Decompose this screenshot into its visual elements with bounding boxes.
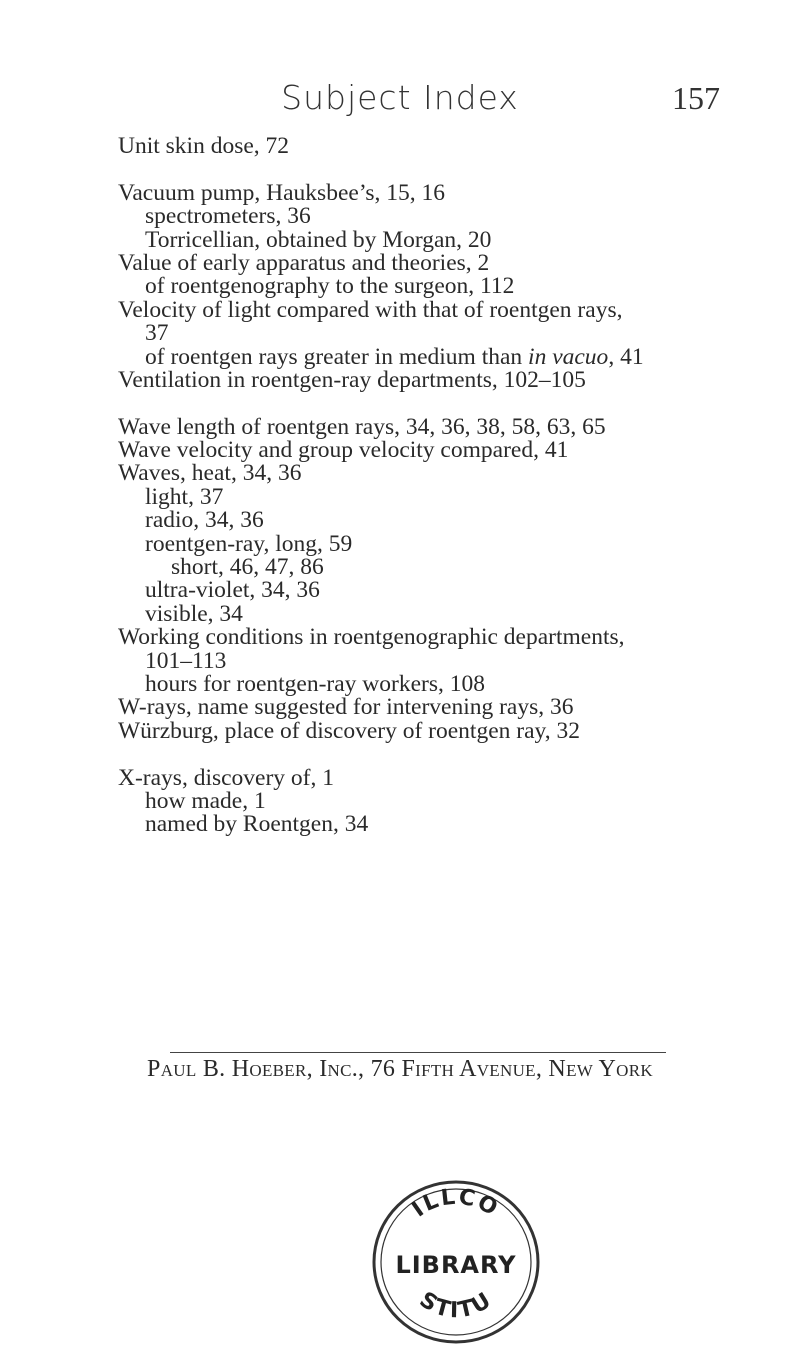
entry-gap xyxy=(118,158,728,181)
publisher-imprint: Paul B. Hoeber, Inc., 76 Fifth Avenue, New York xyxy=(147,1056,653,1082)
index-entry: Working conditions in roentgenographic departments, xyxy=(118,624,625,651)
index-entry: Value of early apparatus and theories, 2 xyxy=(118,249,490,276)
index-entry: Ventilation in roentgen-ray departments, 102–105 xyxy=(118,366,586,393)
index-subentry: roentgen-ray, long, 59 xyxy=(145,530,353,557)
index-subentry: hours for roentgen-ray workers, 108 xyxy=(145,670,485,697)
index-entry: Vacuum pump, Hauksbee’s, 15, 16 xyxy=(118,179,445,206)
index-subentry: ultra-violet, 34, 36 xyxy=(145,577,320,604)
entry-gap xyxy=(118,392,728,415)
index-subentry: how made, 1 xyxy=(145,787,266,814)
entry-gap xyxy=(118,743,728,766)
index-subentry: light, 37 xyxy=(145,483,224,510)
svg-text:LIBRARY: LIBRARY xyxy=(395,1251,517,1279)
index-entry: Velocity of light compared with that of roentgen rays, xyxy=(118,296,623,323)
index-subentry: radio, 34, 36 xyxy=(145,507,264,534)
footer-rule xyxy=(170,1052,666,1053)
latin-phrase: in vacuo xyxy=(528,343,609,370)
subentry-text: of roentgen rays greater in medium than xyxy=(145,343,523,370)
index-subentry xyxy=(118,343,728,370)
index-continuation: 37 xyxy=(145,320,169,347)
index-entry: Unit skin dose, 72 xyxy=(118,133,290,159)
index-subentry: spectrometers, 36 xyxy=(145,203,311,230)
page-title: Subject Index xyxy=(281,78,519,117)
index-entry: X-rays, discovery of, 1 xyxy=(118,764,335,791)
index-entry: W-rays, name suggested for intervening rays, 36 xyxy=(118,694,574,721)
index-subentry: of roentgenography to the surgeon, 112 xyxy=(145,273,515,300)
index-entry: Waves, heat, 34, 36 xyxy=(118,460,302,487)
index-subentry: named by Roentgen, 34 xyxy=(145,811,369,838)
index-subentry: visible, 34 xyxy=(145,600,243,627)
library-stamp-icon xyxy=(368,1178,544,1347)
page-number: 157 xyxy=(672,80,720,116)
index-entry: Wave length of roentgen rays, 34, 36, 38, 58, 63, 65 xyxy=(118,413,606,440)
index-entry: Wave velocity and group velocity compared, 41 xyxy=(118,437,569,464)
index-subentry: Torricellian, obtained by Morgan, 20 xyxy=(145,226,492,253)
subject-index-list xyxy=(118,135,728,837)
index-entry: Würzburg, place of discovery of roentgen ray, 32 xyxy=(118,717,580,744)
index-subsubentry: short, 46, 47, 86 xyxy=(171,554,324,581)
svg-text:STITU: STITU xyxy=(414,1287,498,1324)
index-continuation: 101–113 xyxy=(145,647,227,674)
page-ref: , 41 xyxy=(608,343,644,370)
svg-text:ILLCO: ILLCO xyxy=(407,1184,504,1223)
